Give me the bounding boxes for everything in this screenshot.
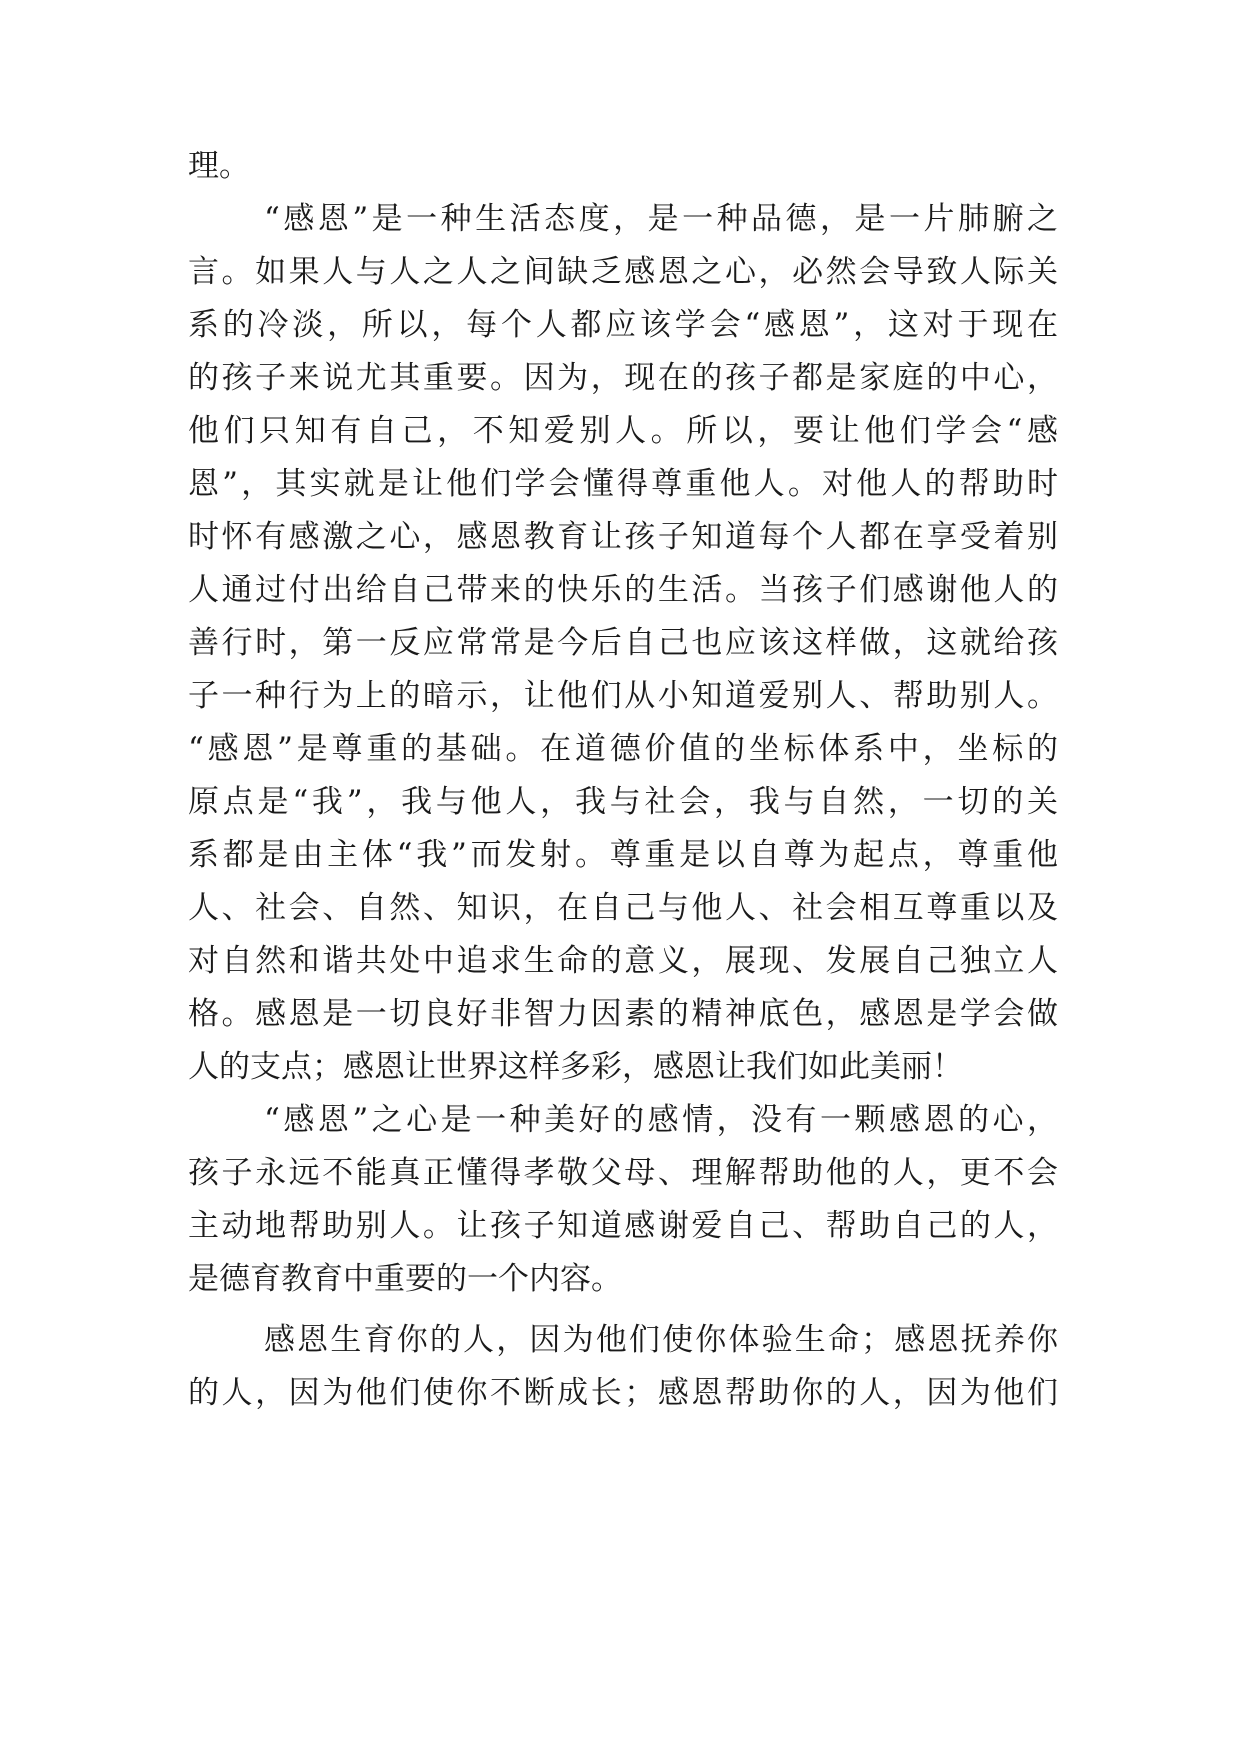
text-line: “感恩”是尊重的基础。在道德价值的坐标体系中，坐标的	[188, 731, 1058, 767]
text-line: 系都是由主体“我”而发射。尊重是以自尊为起点，尊重他	[188, 837, 1058, 873]
text-line: 的人，因为他们使你不断成长；感恩帮助你的人，因为他们	[188, 1375, 1058, 1411]
text-line: 恩”，其实就是让他们学会懂得尊重他人。对他人的帮助时	[188, 466, 1058, 502]
text-line: 格。感恩是一切良好非智力因素的精神底色，感恩是学会做	[188, 996, 1058, 1032]
text-line: 人通过付出给自己带来的快乐的生活。当孩子们感谢他人的	[188, 572, 1058, 608]
paragraph-first-line: “感恩”是一种生活态度，是一种品德，是一片肺腑之	[264, 201, 1058, 237]
text-line: 主动地帮助别人。让孩子知道感谢爱自己、帮助自己的人，	[188, 1208, 1058, 1244]
text-line: 言。如果人与人之人之间缺乏感恩之心，必然会导致人际关	[188, 254, 1058, 290]
text-line: 的孩子来说尤其重要。因为，现在的孩子都是家庭的中心，	[188, 360, 1058, 396]
text-line: 孩子永远不能真正懂得孝敬父母、理解帮助他的人，更不会	[188, 1155, 1058, 1191]
paragraph-first-line: “感恩”之心是一种美好的感情，没有一颗感恩的心，	[264, 1102, 1058, 1138]
text-line: 人、社会、自然、知识，在自己与他人、社会相互尊重以及	[188, 890, 1058, 926]
paragraph-first-line: 感恩生育你的人，因为他们使你体验生命；感恩抚养你	[264, 1322, 1058, 1358]
text-line: 善行时，第一反应常常是今后自己也应该这样做，这就给孩	[188, 625, 1058, 661]
text-line: 是德育教育中重要的一个内容。	[188, 1261, 622, 1297]
text-line: 他们只知有自己，不知爱别人。所以，要让他们学会“感	[188, 413, 1058, 449]
text-line: 子一种行为上的暗示，让他们从小知道爱别人、帮助别人。	[188, 678, 1058, 714]
text-line: 人的支点；感恩让世界这样多彩，感恩让我们如此美丽！	[188, 1049, 963, 1085]
text-line: 系的冷淡，所以，每个人都应该学会“感恩”，这对于现在	[188, 307, 1058, 343]
text-line: 对自然和谐共处中追求生命的意义，展现、发展自己独立人	[188, 943, 1058, 979]
text-line: 原点是“我”，我与他人，我与社会，我与自然，一切的关	[188, 784, 1058, 820]
text-line: 时怀有感激之心，感恩教育让孩子知道每个人都在享受着别	[188, 519, 1058, 555]
text-line: 理。	[188, 148, 250, 184]
